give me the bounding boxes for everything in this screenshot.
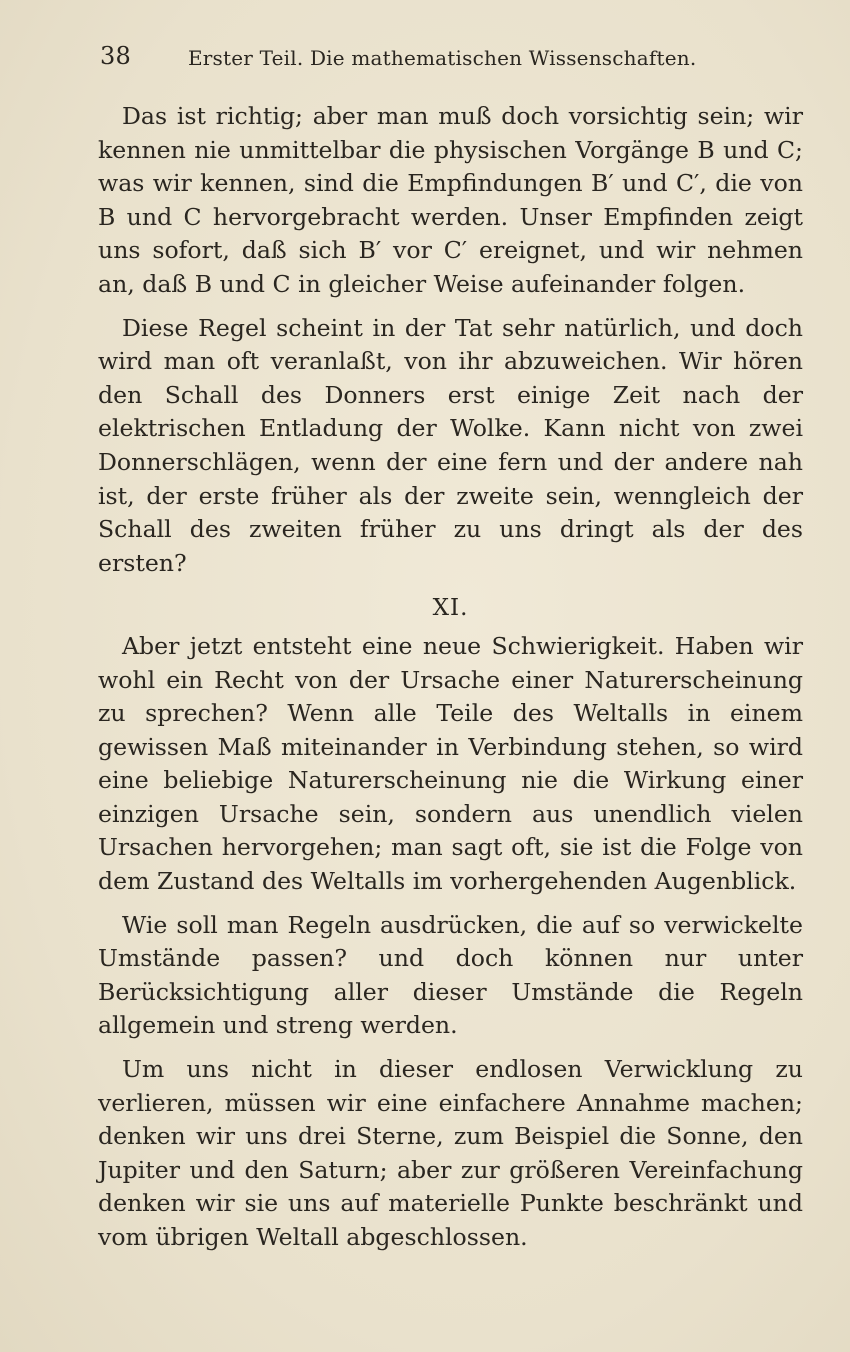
paragraph-5: Um uns nicht in dieser endlosen Verwicklung zu verlieren, müssen wir eine einfachere Annahme machen; denken wir uns drei Sterne, zum Beispiel die Sonne, den Jupiter und den Saturn; aber zur größeren Vereinfachung denken wir sie uns auf materielle Punkte beschränkt und vom übrigen Weltall abgeschlossen. — [98, 1055, 803, 1251]
page-number: 38 — [100, 42, 131, 70]
paragraph-1: Das ist richtig; aber man muß doch vorsichtig sein; wir kennen nie unmittelbar die physischen Vorgänge B und C; was wir kennen, sind die Empfindungen B′ und C′, die von B und C hervorgebracht werden. Unser Empfinden zeigt uns sofort, daß sich B′ vor C′ ereignet, und wir nehmen an, daß B und C in gleicher Weise aufeinander folgen. — [98, 102, 803, 298]
running-head: Erster Teil. Die mathematischen Wissenschaften. — [188, 46, 697, 70]
paragraph-4: Wie soll man Regeln ausdrücken, die auf so verwickelte Umstände passen? und doch können nur unter Berücksichtigung aller dieser Umstände die Regeln allgemein und streng werden. — [98, 910, 803, 1040]
page-header — [100, 42, 720, 72]
body-text — [98, 100, 803, 1255]
paragraph-2: Diese Regel scheint in der Tat sehr natürlich, und doch wird man oft veranlaßt, von ihr abzuweichen. Wir hören den Schall des Donners erst einige Zeit nach der elektrischen Entladung der Wolke. Kann nicht von zwei Donnerschlägen, wenn der eine fern und der andere nah ist, der erste früher als der zweite sein, wenngleich der Schall des zweiten früher zu uns dringt als der des ersten? — [98, 313, 803, 577]
paragraph-3: Aber jetzt entsteht eine neue Schwierigkeit. Haben wir wohl ein Recht von der Ursache einer Naturerscheinung zu sprechen? Wenn alle Teile des Weltalls in einem gewissen Maß miteinander in Verbindung stehen, so wird eine beliebige Naturerscheinung nie die Wirkung einer einzigen Ursache sein, sondern aus unendlich vielen Ursachen hervorgehen; man sagt oft, sie ist die Folge von dem Zustand des Weltalls im vorhergehenden Augenblick. — [98, 631, 803, 896]
section-heading: XI. — [432, 595, 469, 622]
